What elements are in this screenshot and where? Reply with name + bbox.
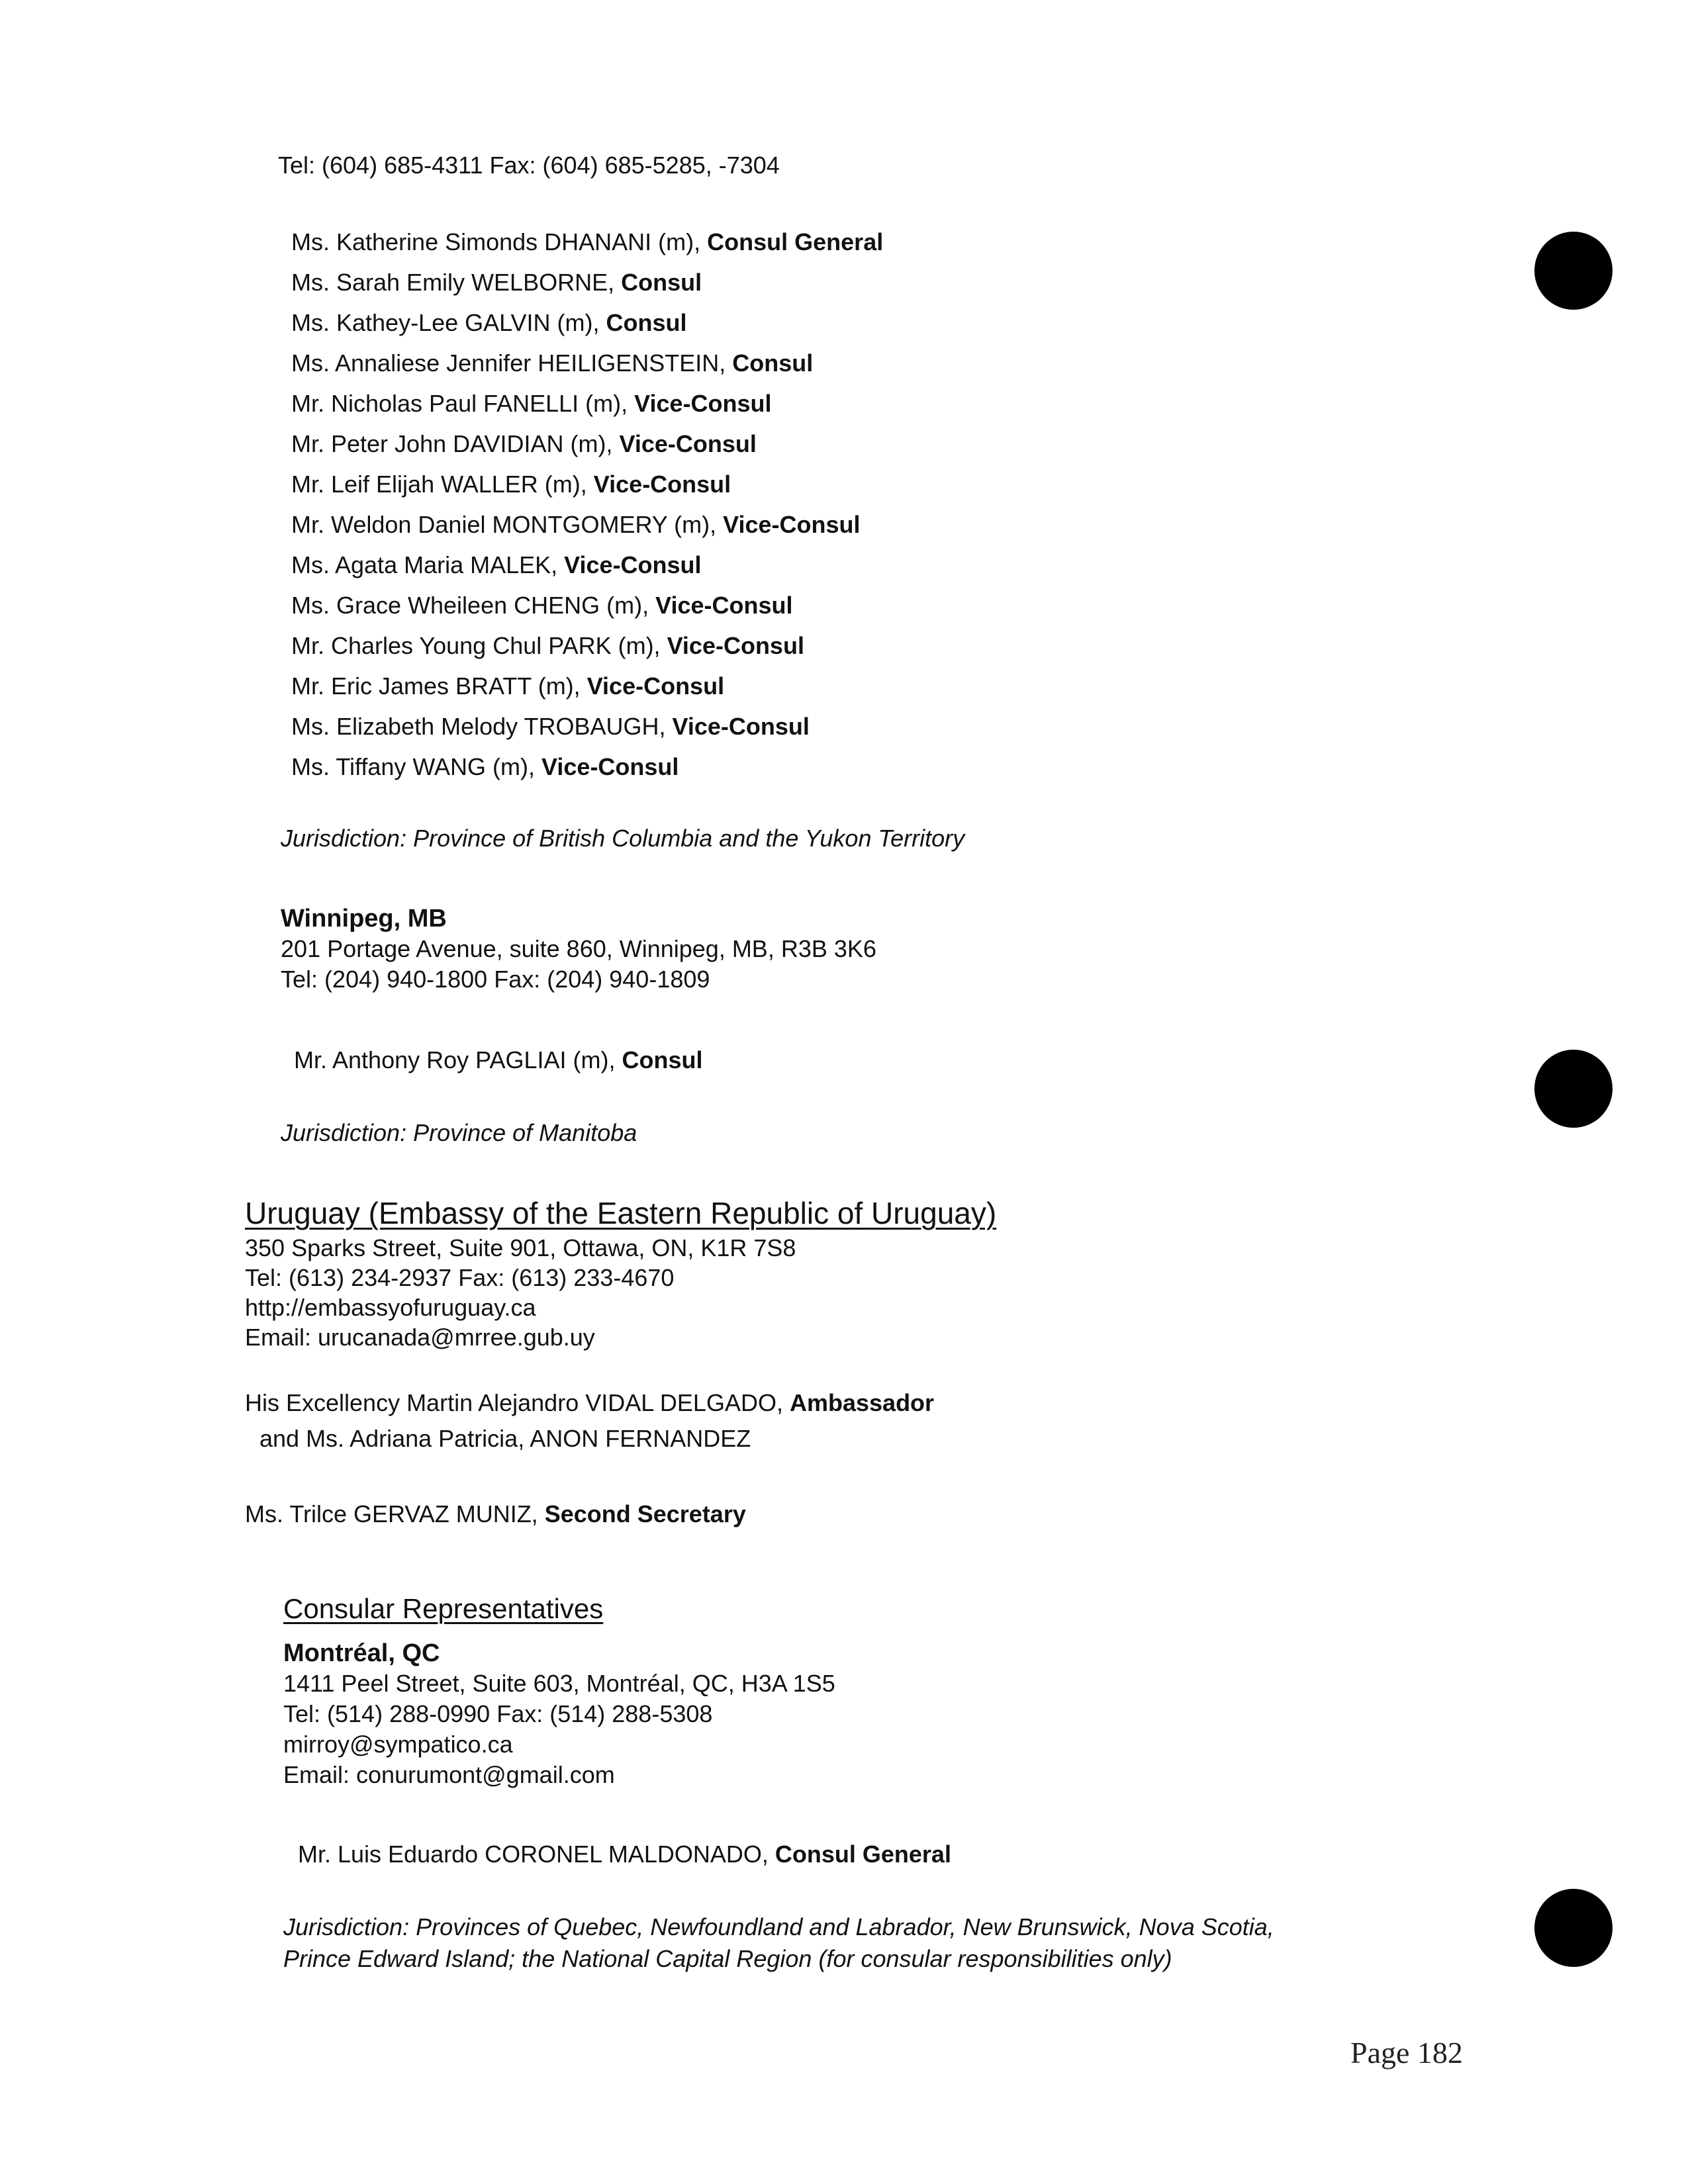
staff-name: Mr. Nicholas Paul FANELLI (m),: [291, 390, 635, 417]
ambassador-name: His Excellency Martin Alejandro VIDAL DELGADO,: [245, 1389, 790, 1416]
page-number: Page 182: [1350, 2036, 1463, 2070]
staff-name: Ms. Kathey-Lee GALVIN (m),: [291, 309, 606, 336]
staff-title: Consul: [621, 269, 702, 296]
staff-name: Mr. Leif Elijah WALLER (m),: [291, 471, 594, 498]
montreal-staff-row: [298, 1840, 951, 1869]
uruguay-email: Email: urucanada@mrree.gub.uy: [245, 1324, 595, 1351]
montreal-email-1: mirroy@sympatico.ca: [283, 1731, 513, 1758]
winnipeg-staff-row: [294, 1046, 703, 1075]
staff-title: Vice-Consul: [586, 672, 725, 700]
staff-title: Consul: [606, 309, 687, 336]
secretary-title: Second Secretary: [544, 1500, 746, 1527]
staff-row: [291, 551, 702, 580]
staff-title: Vice-Consul: [619, 430, 757, 457]
staff-title: Consul: [622, 1046, 703, 1073]
montreal-city: Montréal, QC: [283, 1639, 440, 1667]
winnipeg-city: Winnipeg, MB: [281, 905, 447, 933]
staff-row: [291, 268, 702, 297]
uruguay-website: http://embassyofuruguay.ca: [245, 1294, 536, 1321]
montreal-address: 1411 Peel Street, Suite 603, Montréal, QC, H3A 1S5: [283, 1670, 835, 1697]
staff-name: Mr. Eric James BRATT (m),: [291, 672, 587, 700]
staff-title: Vice-Consul: [541, 753, 679, 780]
staff-title: Vice-Consul: [564, 551, 702, 578]
staff-row: [291, 591, 792, 620]
staff-title: Consul: [732, 349, 814, 377]
ambassador-row: [245, 1388, 934, 1418]
punch-hole-bottom: [1534, 1889, 1613, 1967]
staff-name: Ms. Elizabeth Melody TROBAUGH,: [291, 713, 673, 740]
uruguay-heading: Uruguay (Embassy of the Eastern Republic of Uruguay): [245, 1196, 997, 1230]
montreal-email-2: Email: conurumont@gmail.com: [283, 1761, 615, 1788]
winnipeg-address: 201 Portage Avenue, suite 860, Winnipeg, MB, R3B 3K6: [281, 935, 876, 962]
staff-row: [291, 631, 804, 660]
staff-name: Ms. Agata Maria MALEK,: [291, 551, 565, 578]
staff-row: [291, 430, 757, 459]
staff-title: Vice-Consul: [723, 511, 861, 538]
staff-name: Ms. Sarah Emily WELBORNE,: [291, 269, 622, 296]
staff-title: Vice-Consul: [593, 471, 731, 498]
ambassador-title: Ambassador: [789, 1389, 935, 1416]
staff-row: [291, 672, 724, 701]
staff-name: Mr. Weldon Daniel MONTGOMERY (m),: [291, 511, 724, 538]
staff-name: Ms. Tiffany WANG (m),: [291, 753, 542, 780]
vancouver-jurisdiction: Jurisdiction: Province of British Columbia and the Yukon Territory: [281, 825, 965, 852]
winnipeg-tel: Tel: (204) 940-1800 Fax: (204) 940-1809: [281, 966, 710, 993]
staff-row: [291, 470, 731, 499]
staff-row: [291, 389, 772, 418]
staff-name: Ms. Annaliese Jennifer HEILIGENSTEIN,: [291, 349, 733, 377]
winnipeg-jurisdiction: Jurisdiction: Province of Manitoba: [281, 1119, 637, 1146]
secretary-row: [245, 1500, 746, 1529]
top-tel: Tel: (604) 685-4311 Fax: (604) 685-5285, -7304: [278, 152, 780, 179]
montreal-tel: Tel: (514) 288-0990 Fax: (514) 288-5308: [283, 1700, 713, 1727]
montreal-jurisdiction-1: Jurisdiction: Provinces of Quebec, Newfoundland and Labrador, New Brunswick, Nova Scotia,: [283, 1913, 1274, 1940]
secretary-name: Ms. Trilce GERVAZ MUNIZ,: [245, 1500, 545, 1527]
staff-title: Vice-Consul: [672, 713, 810, 740]
uruguay-tel: Tel: (613) 234-2937 Fax: (613) 233-4670: [245, 1264, 675, 1291]
staff-name: Mr. Anthony Roy PAGLIAI (m),: [294, 1046, 622, 1073]
staff-name: Mr. Peter John DAVIDIAN (m),: [291, 430, 620, 457]
montreal-jurisdiction-2: Prince Edward Island; the National Capital Region (for consular responsibilities only): [283, 1945, 1172, 1972]
staff-row: [291, 349, 813, 378]
staff-title: Vice-Consul: [655, 592, 793, 619]
ambassador-spouse: and Ms. Adriana Patricia, ANON FERNANDEZ: [259, 1425, 751, 1452]
staff-row: [291, 712, 810, 741]
staff-row: [291, 308, 686, 338]
staff-title: Vice-Consul: [667, 632, 804, 659]
staff-row: [291, 510, 861, 539]
punch-hole-top: [1534, 232, 1613, 310]
staff-title: Vice-Consul: [634, 390, 772, 417]
staff-name: Ms. Katherine Simonds DHANANI (m),: [291, 228, 708, 255]
staff-name: Mr. Luis Eduardo CORONEL MALDONADO,: [298, 1841, 775, 1868]
consular-heading: Consular Representatives: [283, 1593, 604, 1624]
staff-row: [291, 752, 679, 782]
staff-name: Ms. Grace Wheileen CHENG (m),: [291, 592, 656, 619]
staff-row: [291, 228, 883, 257]
staff-title: Consul General: [707, 228, 884, 255]
staff-title: Consul General: [774, 1841, 951, 1868]
staff-name: Mr. Charles Young Chul PARK (m),: [291, 632, 667, 659]
uruguay-address: 350 Sparks Street, Suite 901, Ottawa, ON, K1R 7S8: [245, 1234, 796, 1261]
punch-hole-middle: [1534, 1050, 1613, 1128]
